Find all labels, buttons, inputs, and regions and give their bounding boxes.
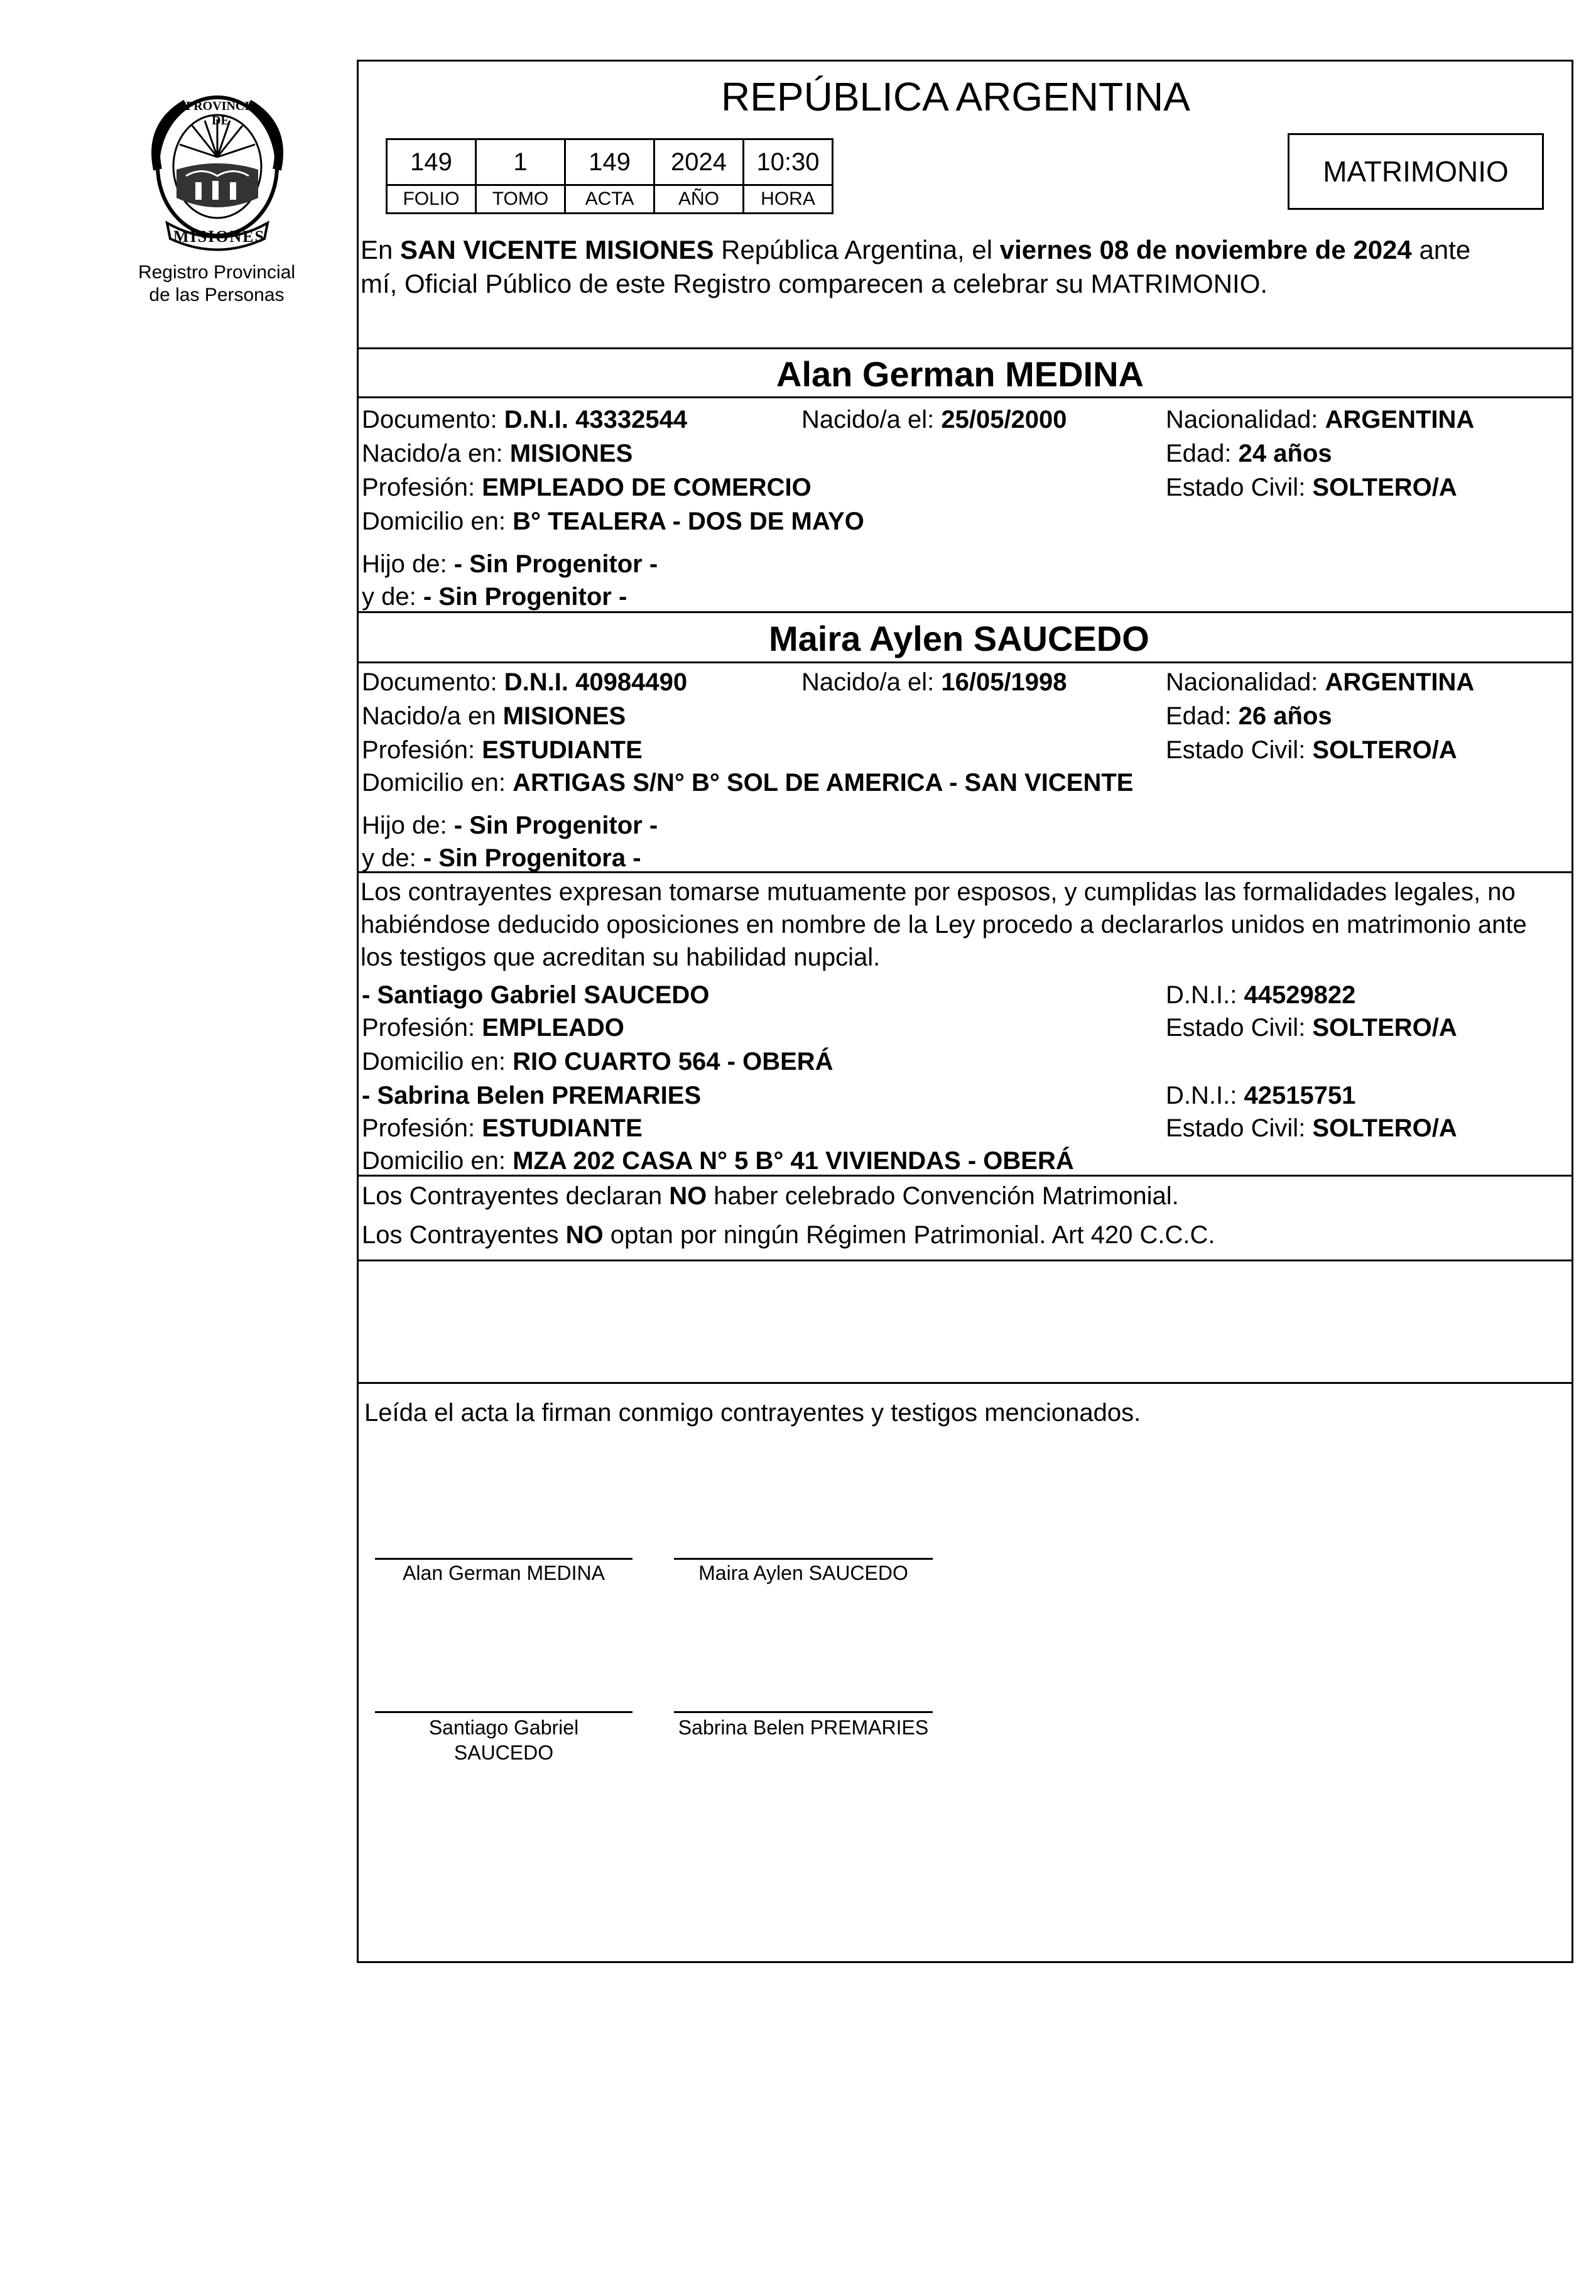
value: D.N.I. 40984490: [504, 668, 688, 696]
label: Estado Civil:: [1166, 1114, 1313, 1142]
spouse1-hijo-de: [362, 549, 658, 579]
province-seal: [142, 88, 293, 258]
tomo-label: TOMO: [476, 185, 565, 214]
label: Profesión:: [362, 1014, 482, 1042]
registry-caption-line1: Registro Provincial: [138, 262, 296, 283]
value: SOLTERO/A: [1312, 1014, 1457, 1042]
witness2-dni: [1166, 1080, 1355, 1111]
label: Documento:: [362, 406, 504, 433]
label: Profesión:: [362, 1114, 482, 1142]
label: Domicilio en:: [362, 1048, 513, 1075]
label: Nacido/a en: [362, 702, 503, 730]
acta-value: 149: [565, 139, 654, 185]
value: MZA 202 CASA N° 5 B° 41 VIVIENDAS - OBERÁ: [513, 1147, 1074, 1175]
witness1-profesion: [362, 1013, 624, 1043]
value: SOLTERO/A: [1312, 474, 1457, 501]
record-type-box: MATRIMONIO: [1288, 133, 1544, 210]
declaration-line2: habiéndose deducido oposiciones en nombre de la Ley procedo a declararlos unidos en matrimonio ante: [361, 911, 1527, 939]
convention-line2: [362, 1220, 1215, 1250]
label: Profesión:: [362, 474, 482, 501]
label: Domicilio en:: [362, 1147, 513, 1175]
value: - Sin Progenitor -: [453, 812, 658, 839]
label: Hijo de:: [362, 550, 454, 578]
value: MISIONES: [502, 702, 626, 730]
divider-spouse1-name: [357, 396, 1573, 398]
registry-caption: [113, 261, 320, 307]
register-table: [386, 138, 833, 214]
spouse2-nacionalidad: [1166, 667, 1474, 697]
label: y de:: [362, 583, 423, 611]
value: 26 años: [1238, 702, 1332, 730]
intro-text: En: [361, 235, 401, 264]
value: ESTUDIANTE: [482, 736, 643, 764]
label: Estado Civil:: [1166, 474, 1313, 501]
value: EMPLEADO DE COMERCIO: [482, 474, 812, 501]
spouse2-documento: [362, 667, 687, 697]
text: Los Contrayentes declaran: [362, 1182, 670, 1210]
folio-value: 149: [387, 139, 476, 185]
label: Domicilio en:: [362, 508, 513, 535]
witness2-estado: [1166, 1113, 1457, 1143]
text: Los Contrayentes: [362, 1221, 566, 1249]
label: Nacionalidad:: [1166, 668, 1325, 696]
intro-line1: [361, 235, 1470, 265]
signature-label-3: [375, 1715, 632, 1765]
signature-label-2: Maira Aylen SAUCEDO: [698, 1562, 908, 1584]
tomo-value: 1: [476, 139, 565, 185]
witness1-estado: [1166, 1013, 1457, 1043]
value: RIO CUARTO 564 - OBERÁ: [513, 1048, 833, 1075]
spouse1-documento: [362, 405, 687, 435]
hour-label: HORA: [744, 185, 833, 214]
value: - Sin Progenitora -: [423, 844, 641, 872]
hour-value: 10:30: [744, 139, 833, 185]
label: Domicilio en:: [362, 769, 513, 797]
value: MISIONES: [509, 440, 633, 467]
label: Estado Civil:: [1166, 736, 1313, 764]
spouse2-nacido-en: [362, 701, 626, 731]
signature-label-1: Alan German MEDINA: [403, 1562, 605, 1584]
witness2-profesion: [362, 1113, 643, 1143]
witness1-name: - Santiago Gabriel SAUCEDO: [362, 981, 710, 1009]
divider-spouse1: [357, 347, 1573, 349]
value: SOLTERO/A: [1312, 736, 1457, 764]
spouse1-nacionalidad: [1166, 405, 1474, 435]
closing-text: Leída el acta la firman conmigo contrayentes y testigos mencionados.: [364, 1399, 1141, 1427]
signature-line-4: [674, 1711, 933, 1713]
label: Edad:: [1166, 440, 1239, 467]
label: Nacido/a el:: [801, 406, 942, 433]
value: - Sin Progenitor -: [453, 550, 658, 578]
declaration-line1: Los contrayentes expresan tomarse mutuamente por esposos, y cumplidas las formalidades legales, no: [361, 878, 1516, 906]
text-bold: NO: [565, 1221, 604, 1249]
label: Documento:: [362, 668, 504, 696]
spouse2-profesion: [362, 735, 643, 765]
value: - Sin Progenitor -: [423, 583, 627, 611]
value: D.N.I. 43332544: [504, 406, 688, 433]
signature-line-1: [375, 1558, 632, 1560]
folio-label: FOLIO: [387, 185, 476, 214]
intro-text-2: República Argentina, el: [714, 235, 1000, 264]
spouse1-name: Alan German MEDINA: [776, 354, 1144, 394]
acta-label: ACTA: [565, 185, 654, 214]
spouse1-estado: [1166, 472, 1457, 503]
spouse2-edad: [1166, 701, 1332, 731]
spouse2-y-de: [362, 843, 641, 873]
spouse1-nacido-en: [362, 438, 632, 469]
value: ARTIGAS S/N° B° SOL DE AMERICA - SAN VICENTE: [513, 769, 1134, 797]
convention-line1: [362, 1181, 1179, 1211]
registry-caption-line2: de las Personas: [149, 285, 285, 305]
country-title: REPÚBLICA ARGENTINA: [721, 74, 1190, 119]
witness1-domicilio: [362, 1047, 833, 1077]
declaration-line3: los testigos que acreditan su habilidad nupcial.: [361, 944, 881, 971]
certificate-frame: [357, 60, 1573, 1963]
value: 24 años: [1238, 440, 1332, 467]
text-bold: NO: [669, 1182, 707, 1210]
value: 25/05/2000: [941, 406, 1067, 433]
spouse1-profesion: [362, 472, 812, 503]
seal-bottom-text: MISIONES: [173, 227, 266, 246]
spouse1-y-de: [362, 582, 627, 612]
spouse2-domicilio: [362, 768, 1133, 798]
label: Profesión:: [362, 736, 482, 764]
spouse2-estado: [1166, 735, 1457, 765]
value: B° TEALERA - DOS DE MAYO: [513, 508, 864, 535]
divider-closing: [357, 1382, 1573, 1384]
intro-text-3: ante: [1411, 235, 1471, 264]
signature-line-3: [375, 1711, 632, 1713]
witness2-domicilio: [362, 1146, 1074, 1176]
year-label: AÑO: [654, 185, 744, 214]
spouse2-name: Maira Aylen SAUCEDO: [769, 619, 1149, 658]
label: y de:: [362, 844, 423, 872]
value: SOLTERO/A: [1312, 1114, 1457, 1142]
divider-spouse2-name: [357, 661, 1573, 663]
signature-label-4: Sabrina Belen PREMARIES: [678, 1716, 929, 1739]
divider-blank: [357, 1260, 1573, 1261]
label: Estado Civil:: [1166, 1014, 1313, 1042]
signature-line-2: [674, 1558, 933, 1560]
signature-label-3-line1: Santiago Gabriel: [428, 1716, 579, 1739]
year-value: 2024: [654, 139, 744, 185]
value: ARGENTINA: [1325, 406, 1475, 433]
text: haber celebrado Convención Matrimonial.: [707, 1182, 1179, 1210]
spouse1-edad: [1166, 438, 1332, 469]
label: D.N.I.:: [1166, 1082, 1244, 1109]
intro-place: SAN VICENTE MISIONES: [400, 235, 714, 264]
label: Nacido/a el:: [801, 668, 942, 696]
spouse2-hijo-de: [362, 810, 658, 841]
label: Nacionalidad:: [1166, 406, 1325, 433]
intro-line2: mí, Oficial Público de este Registro comparecen a celebrar su MATRIMONIO.: [361, 269, 1268, 298]
value: EMPLEADO: [482, 1014, 624, 1042]
value: 16/05/1998: [941, 668, 1067, 696]
value: ARGENTINA: [1325, 668, 1475, 696]
value: 42515751: [1244, 1082, 1356, 1109]
witness2-name: - Sabrina Belen PREMARIES: [362, 1082, 702, 1109]
signature-label-3-line2: SAUCEDO: [453, 1741, 554, 1764]
value: ESTUDIANTE: [482, 1114, 643, 1142]
seal-top-text: PROVINCIA DE: [186, 99, 259, 128]
spouse1-nacido-el: [801, 405, 1067, 435]
label: Edad:: [1166, 702, 1239, 730]
label: Hijo de:: [362, 812, 454, 839]
spouse2-nacido-el: [801, 667, 1067, 697]
value: 44529822: [1244, 981, 1356, 1009]
text: optan por ningún Régimen Patrimonial. Art 420 C.C.C.: [603, 1221, 1215, 1249]
witness1-dni: [1166, 980, 1355, 1010]
label: D.N.I.:: [1166, 981, 1244, 1009]
spouse1-domicilio: [362, 506, 864, 536]
intro-date: viernes 08 de noviembre de 2024: [999, 235, 1412, 264]
label: Nacido/a en:: [362, 440, 510, 467]
